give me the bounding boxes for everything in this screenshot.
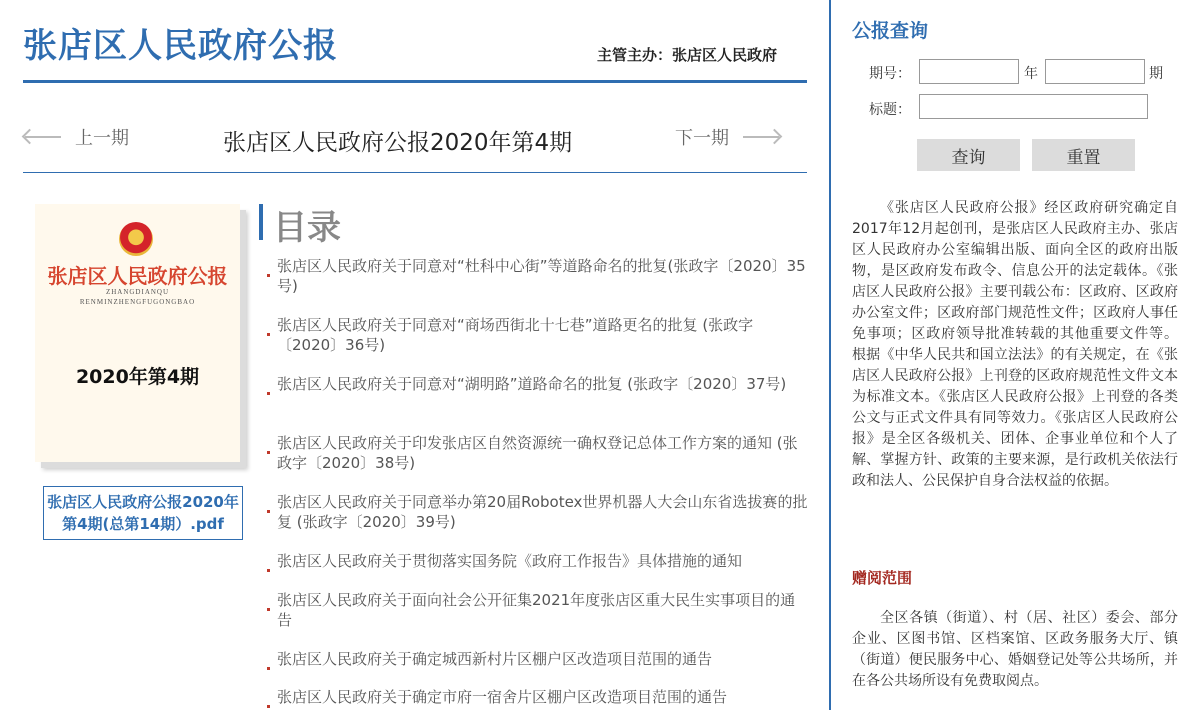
previous-issue-label: 上一期 <box>75 128 129 149</box>
arrow-right-icon <box>741 130 781 144</box>
issue-number-label: 期号： <box>869 66 911 82</box>
pdf-download-link[interactable]: 张店区人民政府公报2020年第4期(总第14期）.pdf <box>43 486 243 540</box>
search-button[interactable]: 查询 <box>917 139 1020 171</box>
cover-image[interactable] <box>35 204 240 462</box>
cover-pinyin-line1: ZHANGDIANQU <box>105 288 170 296</box>
search-panel-title: 公报查询 <box>852 20 929 42</box>
nav-divider <box>23 172 807 173</box>
sponsor-label: 主管主办：张店区人民政府 <box>596 46 777 64</box>
cover-pinyin-line2: RENMINZHENGFUGONGBAO <box>79 298 196 306</box>
national-emblem-icon <box>119 222 153 256</box>
subject-input[interactable] <box>919 94 1148 119</box>
toc-item[interactable]: 张店区人民政府关于确定城西新村片区棚户区改造项目范围的通告 <box>259 649 809 669</box>
header-divider <box>23 80 807 83</box>
distribution-range-title: 赠阅范围 <box>852 569 913 587</box>
period-input[interactable] <box>1045 59 1145 84</box>
year-input[interactable] <box>919 59 1019 84</box>
toc-item[interactable]: 张店区人民政府关于面向社会公开征集2021年度张店区重大民生实事项目的通告 <box>259 590 809 630</box>
site-title[interactable]: 张店区人民政府公报 <box>23 26 338 66</box>
toc-item[interactable]: 张店区人民政府关于印发张店区自然资源统一确权登记总体工作方案的通知 (张政字〔2020〕38号) <box>259 433 809 473</box>
distribution-range-text: 全区各镇（街道）、村（居、社区）委会、部分企业、区图书馆、区档案馆、区政务服务大厅、镇（街道）便民服务中心、婚姻登记处等公共场所，并在各公共场所设有免费取阅点。 <box>852 610 1178 689</box>
cover-issue-label: 2020年第4期 <box>75 366 200 388</box>
toc-heading-accent <box>259 204 263 240</box>
issue-title: 张店区人民政府公报2020年第4期 <box>223 130 573 156</box>
next-issue-link[interactable] <box>675 124 781 150</box>
year-unit-label: 年 <box>1024 66 1038 82</box>
toc-heading: 目录 <box>273 208 341 248</box>
next-issue-label: 下一期 <box>675 128 729 149</box>
sidebar <box>852 0 1182 710</box>
issue-navigation <box>23 120 807 160</box>
previous-issue-link[interactable] <box>23 124 129 150</box>
toc-item[interactable]: 张店区人民政府关于同意对“湖明路”道路命名的批复 (张政字〔2020〕37号) <box>259 374 809 394</box>
column-divider <box>829 0 831 710</box>
arrow-left-icon <box>23 130 63 144</box>
bulletin-introduction: 《张店区人民政府公报》经区政府研究确定自2017年12月起创刊，是张店区人民政府主办、张店区人民政府办公室编辑出版、面向全区的政府出版物，是区政府发布政令、信息公开的法定载体。《张店区人民政府公报》主要刊载公布：区政府、区政府办公室文件；区政府部门规范性文件；区政府人事任免事项；区政府领导批准转载的其他重要文件等。 根据《中华人民共和国立法法》的有关规定，在《张店区人民政府公报》上刊登的区政府规范性文件文本为标准文本。《张店区人民政府公报》上刊登的各类公文与正式文件具有同等效力。《张店区人民政府公报》是全区各级机关、团体、企事业单位和个人了解、掌握方针、政策的主要来源，是行政机关依法行政和法人、公民保护自身合法权益的依据。 <box>852 200 1178 489</box>
subject-label: 标题： <box>869 102 911 118</box>
cover-title: 张店区人民政府公报 <box>47 264 228 288</box>
reset-button[interactable]: 重置 <box>1032 139 1135 171</box>
toc-item[interactable]: 张店区人民政府关于确定市府一宿舍片区棚户区改造项目范围的通告 <box>259 687 809 707</box>
period-unit-label: 期 <box>1149 66 1163 82</box>
toc-item[interactable]: 张店区人民政府关于同意对“杜科中心街”等道路命名的批复(张政字〔2020〕35号) <box>259 256 809 296</box>
main-content <box>23 0 807 710</box>
toc-item[interactable]: 张店区人民政府关于同意举办第20届Robotex世界机器人大会山东省选拔赛的批复 (张政字〔2020〕39号) <box>259 492 809 532</box>
toc-item[interactable]: 张店区人民政府关于贯彻落实国务院《政府工作报告》具体措施的通知 <box>259 551 809 571</box>
toc-item[interactable]: 张店区人民政府关于同意对“商场西街北十七巷”道路更名的批复 (张政字〔2020〕36号) <box>259 315 809 355</box>
